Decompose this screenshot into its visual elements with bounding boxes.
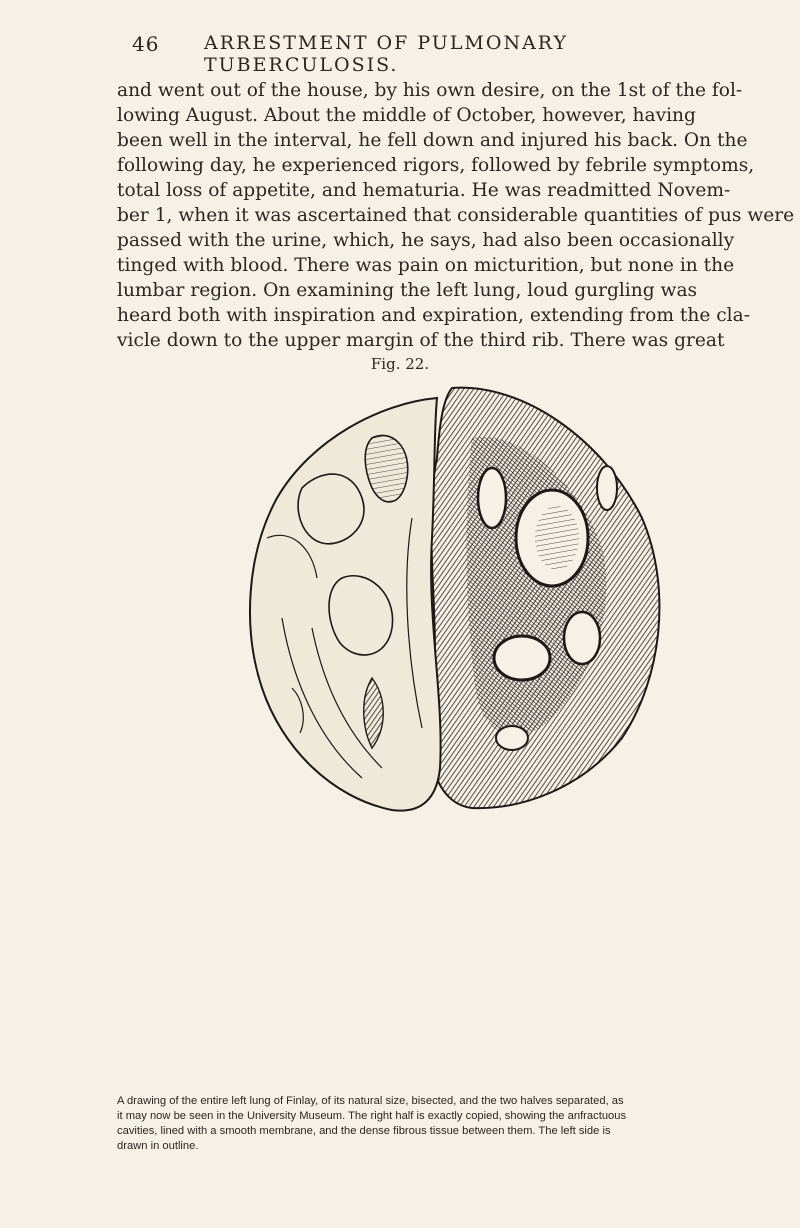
body-line: lumbar region. On examining the left lung, loud gurgling was: [117, 280, 698, 301]
cavity: [597, 466, 617, 510]
body-paragraph: [117, 78, 795, 353]
body-line: total loss of appetite, and hematuria. He was readmitted Novem-: [117, 180, 731, 201]
caption-line: cavities, lined with a smooth membrane, and the dense fibrous tissue between them. The left side is: [117, 1125, 611, 1137]
body-line: and went out of the house, by his own desire, on the 1st of the fol-: [117, 80, 743, 101]
running-head: ARRESTMENT OF PULMONARY TUBERCULOSIS.: [204, 32, 569, 76]
lung-illustration: [222, 378, 682, 818]
caption-line: it may now be seen in the University Museum. The right half is exactly copied, showing the anfractuous: [117, 1110, 627, 1122]
page-header: [132, 32, 692, 76]
figure-label: Fig. 22.: [370, 355, 430, 373]
caption-line: A drawing of the entire left lung of Finlay, of its natural size, bisected, and the two halves separated, as: [117, 1095, 624, 1107]
cavity-lining: [535, 506, 579, 570]
left-lung-half-outline: [250, 398, 441, 811]
body-line: following day, he experienced rigors, followed by febrile symptoms,: [117, 155, 755, 176]
cavity: [478, 468, 506, 528]
body-line: passed with the urine, which, he says, had also been occasionally: [117, 230, 735, 251]
figure-caption: [117, 1094, 682, 1154]
body-line: been well in the interval, he fell down and injured his back. On the: [117, 130, 748, 151]
body-line: vicle down to the upper margin of the third rib. There was great: [117, 330, 725, 351]
body-line: tinged with blood. There was pain on micturition, but none in the: [117, 255, 735, 276]
cavity: [496, 726, 528, 750]
body-line: heard both with inspiration and expiration, extending from the cla-: [117, 305, 750, 326]
cavity: [494, 636, 550, 680]
cavity: [564, 612, 600, 664]
body-line: lowing August. About the middle of October, however, having: [117, 105, 696, 126]
page-number: 46: [132, 32, 160, 56]
body-line: ber 1, when it was ascertained that considerable quantities of pus were: [117, 205, 795, 226]
caption-line: drawn in outline.: [117, 1140, 199, 1152]
lung-engraving: [222, 378, 682, 818]
